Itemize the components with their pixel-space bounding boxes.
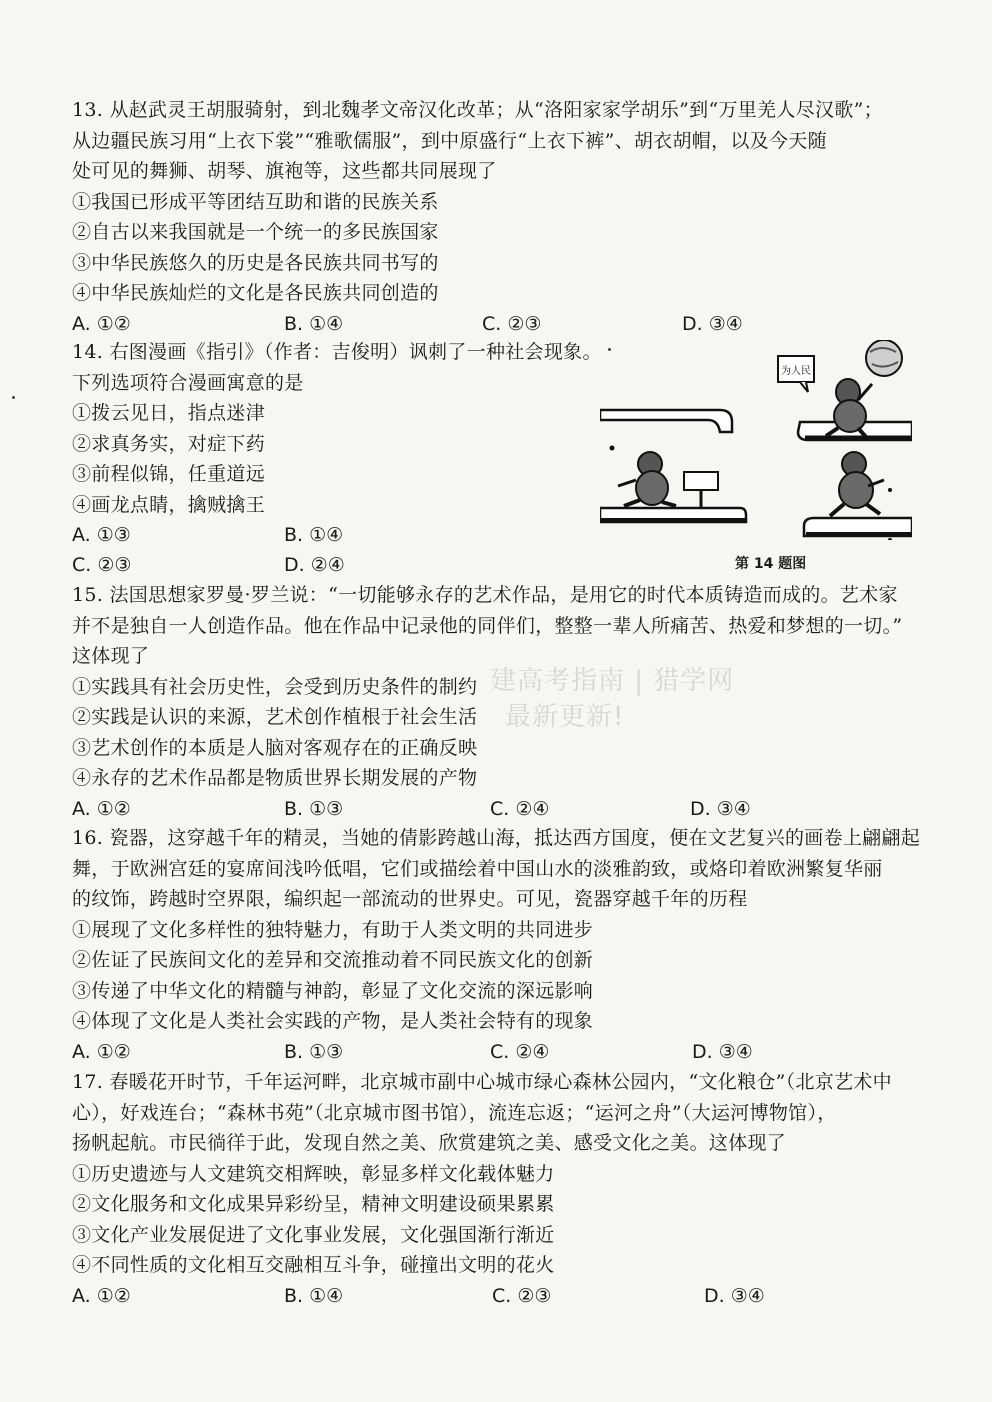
question-stem-line: 下列选项符合漫画寓意的是 (72, 371, 304, 394)
statement-1: ①展现了文化多样性的独特魅力，有助于人类文明的共同进步 (72, 918, 594, 941)
statement-3: ③传递了中华文化的精髓与神韵，彰显了文化交流的深远影响 (72, 979, 594, 1002)
statement-3: ③中华民族悠久的历史是各民族共同书写的 (72, 251, 439, 274)
question-16 (72, 823, 932, 1067)
question-stem-line: 的纹饰，跨越时空界限，编织起一部流动的世界史。可见，瓷器穿越千年的历程 (72, 888, 748, 910)
question-stem-line: 舞，于欧洲宫廷的宴席间浅吟低唱，它们或描绘着中国山水的淡雅韵致，或烙印着欧洲繁复华丽 (72, 857, 883, 880)
scan-speck (608, 348, 611, 351)
option-b[interactable]: B. ①④ (284, 312, 344, 335)
answer-options (72, 520, 592, 550)
question-stem-line: 14. 右图漫画《指引》（作者：吉俊明）讽刺了一种社会现象。 (72, 341, 602, 363)
question-stem-line: 处可见的舞狮、胡琴、旗袍等，这些都共同展现了 (72, 160, 497, 182)
option-c[interactable]: C. ②③ (492, 1284, 552, 1307)
question-stem-line: 17. 春暖花开时节，千年运河畔，北京城市副中心城市绿心森林公园内，“文化粮仓”（北京艺术中 (72, 1071, 892, 1093)
statement-2: ②自古以来我国就是一个统一的多民族国家 (72, 221, 439, 243)
option-a[interactable]: A. ①② (72, 1040, 131, 1063)
question-stem-line: 心），好戏连台；“森林书苑”（北京城市图书馆），流连忘返；“运河之舟”（大运河博物馆）， (72, 1101, 837, 1124)
statement-2: ②求真务实，对症下药 (72, 432, 266, 455)
statement-4: ④永存的艺术作品都是物质世界长期发展的产物 (72, 767, 478, 789)
question-15 (72, 580, 932, 824)
statement-4: ④中华民族灿烂的文化是各民族共同创造的 (72, 282, 439, 304)
option-a[interactable]: A. ①② (72, 1284, 131, 1307)
option-b[interactable]: B. ①④ (284, 1284, 344, 1307)
cartoon-illustration (600, 340, 912, 540)
answer-options (72, 309, 932, 339)
statement-3: ③前程似锦，任重道远 (72, 463, 266, 485)
option-c[interactable]: C. ②④ (490, 1040, 550, 1063)
statement-1: ①拨云见日，指点迷津 (72, 402, 266, 424)
speech-bubble-text: 为人民 (781, 366, 811, 377)
statement-4: ④不同性质的文化相互交融相互斗争，碰撞出文明的花火 (72, 1254, 555, 1276)
question-stem-line: 15. 法国思想家罗曼·罗兰说：“一切能够永存的艺术作品，是用它的时代本质铸造而成的。艺术家 (72, 584, 898, 606)
statement-2: ②佐证了民族间文化的差异和交流推动着不同民族文化的创新 (72, 949, 594, 971)
statement-2: ②实践是认识的来源，艺术创作植根于社会生活 (72, 706, 478, 728)
statement-4: ④体现了文化是人类社会实践的产物，是人类社会特有的现象 (72, 1010, 594, 1032)
answer-options (72, 1037, 932, 1067)
option-b[interactable]: B. ①④ (284, 524, 344, 546)
statement-3: ③艺术创作的本质是人脑对客观存在的正确反映 (72, 736, 478, 759)
question-17 (72, 1067, 932, 1311)
watermark-line-2: 最新更新! (505, 702, 625, 732)
option-b[interactable]: B. ①③ (284, 1040, 344, 1063)
question-stem-line: 这体现了 (72, 645, 150, 667)
option-d[interactable]: D. ③④ (704, 1284, 765, 1307)
statement-1: ①历史遗迹与人文建筑交相辉映，彰显多样文化载体魅力 (72, 1162, 555, 1185)
watermark-line-1: 建高考指南 | 猎学网 (490, 666, 735, 696)
statement-3: ③文化产业发展促进了文化事业发展，文化强国渐行渐近 (72, 1223, 555, 1246)
question-stem-line: 13. 从赵武灵王胡服骑射，到北魏孝文帝汉化改革；从“洛阳家家学胡乐”到“万里羌人尽汉歌”； (72, 99, 883, 121)
option-a[interactable]: A. ①② (72, 312, 131, 335)
option-c[interactable]: C. ②④ (490, 797, 550, 820)
option-c[interactable]: C. ②③ (72, 554, 132, 576)
question-stem-line: 从边疆民族习用“上衣下裳”“雅歌儒服”，到中原盛行“上衣下裤”、胡衣胡帽，以及今天随 (72, 129, 827, 152)
option-c[interactable]: C. ②③ (482, 312, 542, 335)
question-stem-line: 并不是独自一人创造作品。他在作品中记录他的同伴们，整整一辈人所痛苦、热爱和梦想的一切。” (72, 614, 903, 637)
option-b[interactable]: B. ①③ (284, 797, 344, 820)
answer-options (72, 550, 592, 580)
statement-1: ①我国已形成平等团结互助和谐的民族关系 (72, 190, 439, 213)
option-a[interactable]: A. ①② (72, 797, 131, 820)
option-d[interactable]: D. ③④ (682, 312, 743, 335)
statement-2: ②文化服务和文化成果异彩纷呈，精神文明建设硕果累累 (72, 1193, 555, 1215)
figure-caption: 第 14 题图 (735, 556, 807, 572)
statement-4: ④画龙点睛，擒贼擒王 (72, 493, 266, 516)
option-d[interactable]: D. ③④ (692, 1040, 753, 1063)
question-13 (72, 95, 932, 339)
answer-options (72, 1281, 932, 1311)
statement-1: ①实践具有社会历史性，会受到历史条件的制约 (72, 675, 478, 698)
option-d[interactable]: D. ③④ (690, 797, 751, 820)
question-stem-line: 扬帆起航。市民徜徉于此，发现自然之美、欣赏建筑之美、感受文化之美。这体现了 (72, 1132, 787, 1154)
scan-speck (12, 396, 15, 399)
option-a[interactable]: A. ①③ (72, 524, 131, 546)
question-stem-line: 16. 瓷器，这穿越千年的精灵，当她的倩影跨越山海，抵达西方国度，便在文艺复兴的画卷上翩翩起 (72, 827, 921, 849)
answer-options (72, 794, 932, 824)
option-d[interactable]: D. ②④ (284, 554, 345, 576)
question-14 (72, 337, 602, 580)
